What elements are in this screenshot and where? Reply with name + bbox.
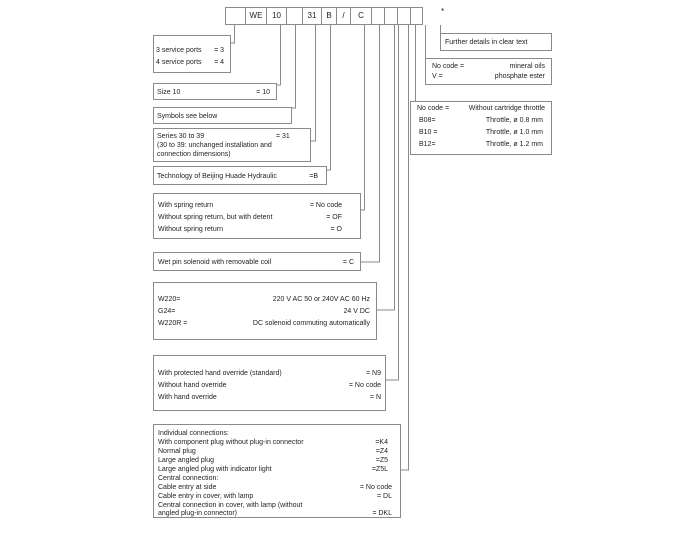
hand-override-box [153, 355, 386, 411]
voltage-code-2: G24= [158, 308, 176, 315]
throttle-desc-4: Throttle, ø 1.2 mm [485, 141, 543, 148]
fluid-desc-1: mineral oils [509, 63, 545, 70]
code-cell-2: WE [245, 7, 267, 25]
electrical-label-7: Cable entry at side [158, 484, 217, 491]
code-cell-1 [225, 7, 246, 25]
further-details-box [440, 33, 552, 51]
size-code: = 10 [256, 89, 270, 96]
fluid-code-2: V = [432, 73, 443, 80]
series-note-1: (30 to 39: unchanged installation and [157, 142, 272, 149]
further-details-text: Further details in clear text [445, 39, 528, 46]
override-label-2: Without hand override [158, 382, 227, 389]
throttle-code-1: No code = [417, 105, 450, 112]
electrical-code-2: =K4 [375, 439, 388, 446]
symbols-box [153, 107, 292, 124]
voltage-desc-1: 220 V AC 50 or 240V AC 60 Hz [272, 296, 370, 303]
service-ports-box [153, 35, 231, 73]
electrical-code-5: =Z5L [371, 466, 388, 473]
spring-code-3: = O [330, 226, 342, 233]
fluid-box [425, 58, 552, 85]
code-cell-8: C [350, 7, 372, 25]
code-cell-6: B [321, 7, 337, 25]
spring-label-2: Without spring return, but with detent [158, 214, 273, 221]
technology-box [153, 166, 327, 185]
electrical-code-8: = DL [377, 493, 392, 500]
fluid-code-1: No code = [432, 63, 465, 70]
code-cell-10 [384, 7, 398, 25]
voltage-box [153, 282, 377, 340]
code-cell-3: 10 [266, 7, 287, 25]
spring-return-box [153, 193, 361, 239]
override-code-2: = No code [348, 382, 381, 389]
code-cell-11 [397, 7, 411, 25]
electrical-label-8: Cable entry in cover, with lamp [158, 493, 254, 500]
size-box [153, 83, 277, 100]
override-label-1: With protected hand override (standard) [158, 370, 282, 377]
ports-label-2: 4 service ports [156, 59, 202, 66]
electrical-code-10: = DKL [372, 510, 392, 517]
code-cell-4 [286, 7, 303, 25]
spring-label-1: With spring return [158, 202, 214, 209]
ports-label-1: 3 service ports [156, 47, 202, 54]
throttle-desc-1: Without cartridge throttle [468, 105, 545, 112]
technology-label: Technology of Beijing Huade Hydraulic [157, 173, 277, 180]
code-cell-7: / [336, 7, 351, 25]
throttle-desc-3: Throttle, ø 1.0 mm [485, 129, 543, 136]
spring-code-2: = OF [326, 214, 342, 221]
code-cell-9 [371, 7, 385, 25]
throttle-code-3: B10 = [419, 129, 438, 136]
fluid-desc-2: phosphate ester [494, 73, 545, 80]
electrical-code-3: =Z4 [375, 448, 388, 455]
voltage-desc-2: 24 V DC [343, 308, 370, 315]
ports-code-1: = 3 [214, 47, 224, 54]
solenoid-code: = C [342, 259, 354, 266]
electrical-label-5: Large angled plug with indicator light [158, 466, 272, 473]
solenoid-box [153, 252, 361, 271]
series-label: Series 30 to 39 [157, 133, 205, 140]
override-label-3: With hand override [158, 394, 217, 401]
throttle-code-4: B12= [419, 141, 436, 148]
code-cell-13: * [431, 7, 451, 25]
override-code-3: = N [369, 394, 381, 401]
electrical-label-10: angled plug-in connector) [158, 510, 237, 517]
throttle-desc-2: Throttle, ø 0.8 mm [485, 117, 543, 124]
ports-code-2: = 4 [214, 59, 224, 66]
electrical-code-7: = No code [359, 484, 392, 491]
spring-code-1: = No code [309, 202, 342, 209]
electrical-label-6: Central connection: [158, 475, 219, 482]
electrical-label-4: Large angled plug [158, 457, 215, 464]
override-code-1: = N9 [366, 370, 381, 377]
series-note-2: connection dimensions) [157, 151, 231, 158]
electrical-connection-box [153, 424, 401, 518]
electrical-label-1: Individual connections: [158, 430, 229, 437]
symbols-label: Symbols see below [157, 113, 218, 120]
series-box [153, 128, 311, 162]
spring-label-3: Without spring return [158, 226, 223, 233]
throttle-box [410, 101, 552, 155]
code-cell-12 [410, 7, 423, 25]
technology-code: =B [309, 173, 318, 180]
electrical-label-9: Central connection in cover, with lamp (without [158, 502, 303, 509]
electrical-label-3: Normal plug [158, 448, 196, 455]
voltage-desc-3: DC solenoid commuting automatically [252, 320, 370, 327]
size-label: Size 10 [157, 89, 181, 96]
series-code: = 31 [276, 133, 290, 140]
voltage-code-3: W220R = [158, 320, 188, 327]
throttle-code-2: B08= [419, 117, 436, 124]
electrical-code-4: =Z5 [375, 457, 388, 464]
voltage-code-1: W220= [158, 296, 181, 303]
code-cell-5: 31 [302, 7, 322, 25]
solenoid-label: Wet pin solenoid with removable coil [158, 259, 272, 266]
electrical-label-2: With component plug without plug-in connector [158, 439, 304, 446]
